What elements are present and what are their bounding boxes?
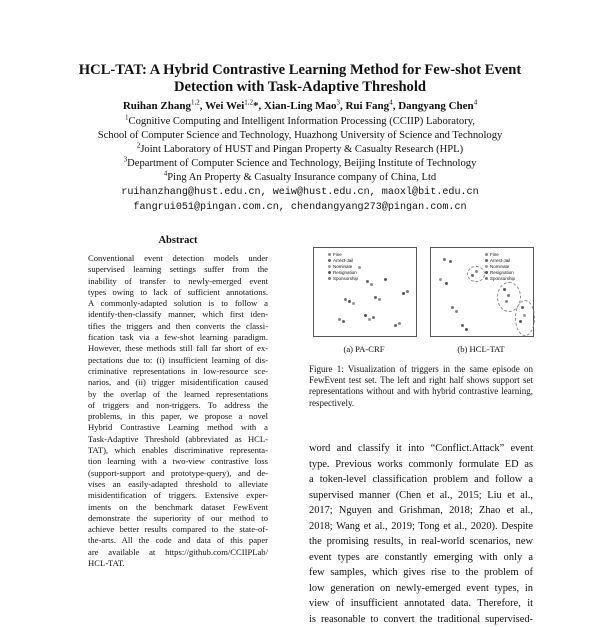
legend-marker-icon [328,253,331,256]
scatter-point [372,316,375,319]
legend-marker-icon [485,253,488,256]
scatter-point [451,306,454,309]
abstract-heading: Abstract [88,235,268,246]
abstract-line: Conventional event detection models under [88,253,268,264]
abstract-line: tifies the triggers and then converts the classi- [88,321,268,332]
abstract-line: Hybrid Contrastive Learning method with a [88,422,268,433]
legend-label: Sponsorship [490,276,515,281]
abstract-line: demonstrate the superiority of our method to [88,513,268,524]
title-line-1: HCL-TAT: A Hybrid Contrastive Learning Method for Few-shot Event [40,62,560,79]
body-line: 2018; Wang et al., 2019; Tong et al., 2020). Despite [309,519,533,535]
title-line-2: Detection with Task-Adaptive Threshold [40,79,560,96]
scatter-point [439,278,442,281]
author-separator: , [200,100,205,112]
scatter-point [368,318,371,321]
scatter-point [449,260,452,263]
legend-marker-icon [485,271,488,274]
legend-entry [328,258,353,263]
abstract-line: criminative representations in low-resource sce- [88,366,268,377]
scatter-point [366,280,369,283]
affiliation-4: $^4$Ping An Property & Casualty Insurance company of China, Ltd [20,171,580,185]
body-text [309,441,533,627]
abstract-line: A commonly-adapted solution is to follow a [88,298,268,309]
legend-label: Arrest-Jail [333,258,353,263]
body-line: is reasonable to convert the traditional supervised- [309,612,533,627]
legend-marker-icon [328,277,331,280]
abstract-line: Task-Adaptive Threshold (abbreviated as HCL- [88,434,268,445]
abstract-line: HCL-TAT. [88,558,268,569]
figure-panel-b [430,247,534,337]
abstract-line: fication task via a few-shot learning paradigm. [88,332,268,343]
figure-sublabel-b: (b) HCL-TAT [430,344,532,354]
cluster-outline [467,266,485,282]
abstract-line: pectations due to: (i) insufficient learning of dis- [88,355,268,366]
author-affiliation-mark: 1,2 [191,98,200,106]
abstract-line: TAT), which enables discriminative representa- [88,445,268,456]
legend-marker-icon [328,265,331,268]
scatter-point [348,300,351,303]
legend-label: Nominate [490,264,509,269]
author-separator: , [393,100,399,112]
email-line-1: ruihanzhang@hust.edu.cn, weiw@hust.edu.cn, maoxl@bit.edu.cn [20,186,580,200]
email-line-2: fangrui051@pingan.com.cn, chendangyang273@pingan.com.cn [20,201,580,215]
abstract-line: by the overlap of the learned representations [88,389,268,400]
legend-marker-icon [328,259,331,262]
legend-label: Sponsorship [333,276,358,281]
scatter-point [402,292,405,295]
author-name: Xian-Ling Mao [264,100,336,112]
author-list [40,100,560,113]
legend-marker-icon [485,259,488,262]
scatter-point [394,324,397,327]
paper-title [40,62,560,96]
scatter-point [461,324,464,327]
abstract-line: are available at https://github.com/CCIIPLab/ [88,547,268,558]
legend-label: Arrest-Jail [490,258,510,263]
body-line: low generation on newly-emerged event types, in [309,581,533,597]
affiliation-3: $^3$Department of Computer Science and Technology, Beijing Institute of Technology [20,157,580,171]
legend-entry [328,252,342,257]
affiliation-1-cont: School of Computer Science and Technology, Huazhong University of Science and Technology [20,129,580,143]
scatter-point [455,310,458,313]
legend-entry [328,264,352,269]
figure-sublabel-a: (a) PA-CRF [313,344,415,354]
scatter-point [384,278,387,281]
scatter-point [445,282,448,285]
figure-caption: Figure 1: Visualization of triggers in the same episode on FewEvent test set. The left and right half shows support set representations without and with hybrid contrastive learning, respectively. [309,364,533,409]
affiliation-1: $^1$Cognitive Computing and Intelligent Information Processing (CCIIP) Laboratory, [20,115,580,129]
author-separator: *, [253,100,264,112]
scatter-point [398,322,401,325]
scatter-point [374,296,377,299]
abstract-line: narios, and (ii) trigger misidentification caused [88,377,268,388]
author-affiliation-mark: 3 [336,98,340,106]
scatter-point [352,302,355,305]
body-line: view of insufficient annotated data. Therefore, it [309,596,533,612]
abstract-line: inability of transfer to newly-emerged event [88,276,268,287]
author-affiliation-mark: 1,2 [244,98,253,106]
author-name: Rui Fang [345,100,389,112]
author-affiliation-mark: 4 [389,98,393,106]
legend-label: Resignation [490,270,514,275]
legend-entry [485,252,499,257]
legend-marker-icon [485,277,488,280]
body-line: 2017; Nguyen and Grishman, 2018; Zhao et al., [309,503,533,519]
abstract-line: misidentification of triggers. Extensive exper- [88,490,268,501]
body-line: a token-level classification problem and follow a [309,472,533,488]
abstract-line: (support-support and prototype-query), and de- [88,468,268,479]
legend-label: Nominate [333,264,352,269]
author-name: Wei Wei [205,100,244,112]
scatter-point [406,290,409,293]
body-line: the promising results, in real-world scenarios, new [309,534,533,550]
legend-label: Resignation [333,270,357,275]
abstract-line: However, these methods still fall far short of ex- [88,343,268,354]
body-line: few samples, which gives rise to the problem of [309,565,533,581]
legend-entry [485,258,510,263]
author-separator: , [340,100,346,112]
author-name: Ruihan Zhang [123,100,191,112]
abstract-line: supervised learning settings suffer from the [88,264,268,275]
legend-label: Fine [333,252,342,257]
legend-entry [485,270,514,275]
author-name: Dangyang Chen [398,100,474,112]
scatter-point [378,298,381,301]
abstract-line: of triggers and non-triggers. To address the [88,400,268,411]
body-line: type. Previous works commonly formulate ED as [309,457,533,473]
abstract-line: vises an easily-adapted threshold to alleviate [88,479,268,490]
scatter-point [342,320,345,323]
scatter-point [465,328,468,331]
abstract-line: tion learning with a two-view contrastive loss [88,456,268,467]
legend-entry [485,264,509,269]
abstract-line: the-arts. All the code and data of this paper [88,535,268,546]
legend-entry [328,276,358,281]
body-line: supervised manner (Chen et al., 2015; Liu et al., [309,488,533,504]
abstract-line: problems, in this paper, we propose a novel [88,411,268,422]
cluster-outline [515,300,535,336]
author-affiliation-mark: 4 [474,98,478,106]
abstract-body [88,253,268,569]
legend-marker-icon [485,265,488,268]
scatter-point [344,298,347,301]
scatter-point [338,318,341,321]
legend-label: Fine [490,252,499,257]
scatter-point [443,258,446,261]
scatter-point [358,266,361,269]
legend-marker-icon [328,271,331,274]
scatter-point [364,314,367,317]
abstract-line: achieve better results compared to the state-of- [88,524,268,535]
abstract-line: iments on the benchmark dataset FewEvent [88,502,268,513]
abstract-line: types owing to lack of sufficient annotations. [88,287,268,298]
abstract-line: identify-then-classify manner, which first iden- [88,309,268,320]
body-line: event types are constantly emerging with only a [309,550,533,566]
scatter-point [370,283,373,286]
legend-entry [328,270,357,275]
body-line: word and classify it into “Conflict.Attack” event [309,441,533,457]
legend-entry [485,276,515,281]
figure-panel-a [313,247,417,337]
affiliation-2: $^2$Joint Laboratory of HUST and Pingan Property & Casualty Research (HPL) [20,143,580,157]
